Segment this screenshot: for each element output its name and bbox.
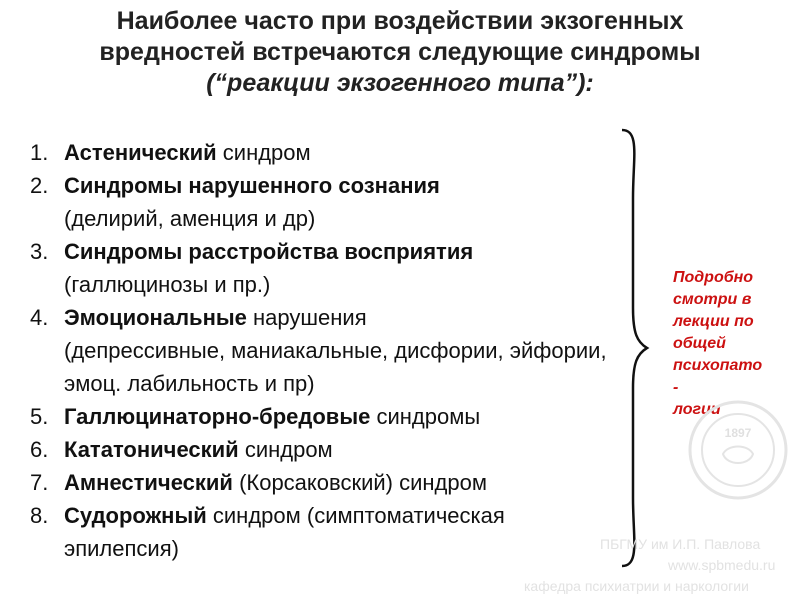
item-text	[64, 499, 620, 565]
note-line: Подробно	[673, 269, 754, 286]
item-rest: синдромы	[370, 404, 481, 429]
watermark-line-2: www.spbmedu.ru	[668, 557, 776, 573]
note-line: смотри в	[673, 291, 752, 308]
item-rest: нарушения	[246, 305, 367, 330]
item-sub: (депрессивные, маниакальные, дисфории, эйфории, эмоц. лабильность и пр)	[64, 338, 607, 396]
list-item	[30, 433, 620, 466]
note-line: -	[673, 379, 679, 396]
item-number: 7 .	[30, 466, 64, 499]
item-text	[64, 301, 620, 400]
item-bold: Амнестический	[64, 470, 233, 495]
item-text	[64, 136, 620, 169]
list-item	[30, 499, 620, 565]
item-sub: (галлюцинозы и пр.)	[64, 272, 271, 297]
title-line-1: Наиболее часто при воздействии экзогенных	[116, 7, 684, 35]
item-bold: Кататонический	[64, 437, 239, 462]
list-item	[30, 466, 620, 499]
curly-brace-icon	[620, 128, 650, 568]
watermark-line-3: кафедра психиатрии и наркологии	[524, 578, 749, 594]
item-text	[64, 235, 620, 301]
watermark-line-1: ПБГМУ им И.П. Павлова	[600, 536, 761, 552]
item-text	[64, 169, 620, 235]
item-number: 1 .	[30, 136, 64, 169]
university-seal-icon	[683, 392, 793, 512]
note-line: психопато	[673, 357, 763, 374]
item-text	[64, 466, 620, 499]
item-number: 3 .	[30, 235, 64, 301]
item-rest: (Корсаковский) синдром	[232, 470, 487, 495]
item-bold: Астенический	[64, 140, 217, 165]
list-item	[30, 400, 620, 433]
slide-title	[0, 6, 800, 99]
syndrome-list	[30, 136, 620, 565]
item-number: 2 .	[30, 169, 64, 235]
item-number: 6 .	[30, 433, 64, 466]
item-number: 4 .	[30, 301, 64, 400]
title-line-2: вредностей встречаются следующие синдромы	[99, 38, 701, 66]
list-item	[30, 301, 620, 400]
item-bold: Судорожный	[64, 503, 207, 528]
note-line: логии	[673, 401, 721, 418]
item-bold: Синдромы расстройства восприятия	[64, 239, 474, 264]
item-sub: (делирий, аменция и др)	[64, 206, 316, 231]
title-line-3: (“реакции экзогенного типа”):	[206, 69, 594, 97]
list-item	[30, 136, 620, 169]
item-text	[64, 433, 620, 466]
item-rest: синдром (симптоматическая	[206, 503, 505, 528]
item-bold: Галлюцинаторно-бредовые	[64, 404, 371, 429]
item-bold: Эмоциональные	[64, 305, 247, 330]
list-item	[30, 235, 620, 301]
item-text	[64, 400, 620, 433]
note-line: общей	[673, 335, 726, 352]
note-line: лекции по	[673, 313, 754, 330]
item-rest: синдром	[238, 437, 333, 462]
item-number: 5 .	[30, 400, 64, 433]
seal-year: 1897	[724, 426, 752, 440]
list-item	[30, 169, 620, 235]
item-bold: Синдромы нарушенного сознания	[64, 173, 440, 198]
item-rest: синдром	[216, 140, 311, 165]
item-sub: эпилепсия)	[64, 536, 179, 561]
item-number: 8 .	[30, 499, 64, 565]
